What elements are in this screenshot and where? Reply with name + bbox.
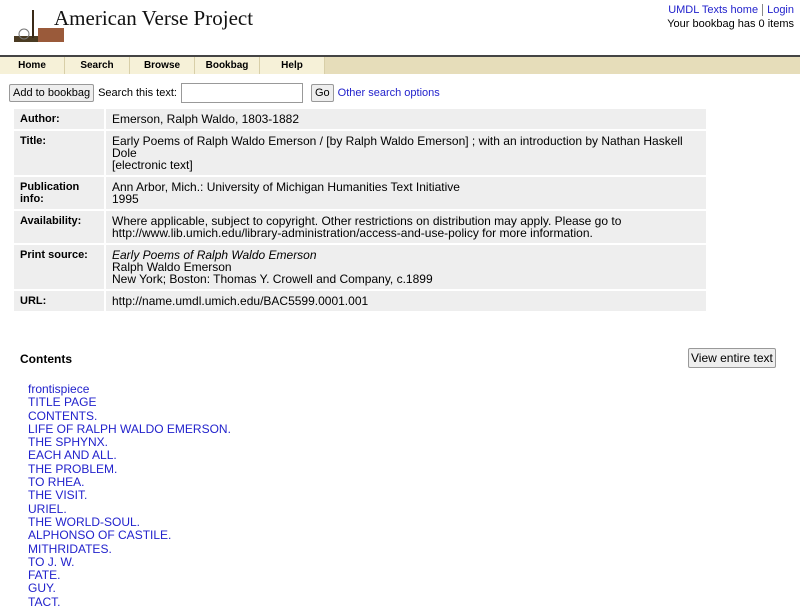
metadata-line: New York; Boston: Thomas Y. Crowell and Company, c.1899 xyxy=(112,272,433,286)
metadata-row xyxy=(14,109,706,129)
metadata-row xyxy=(14,177,706,209)
contents-link[interactable]: GUY. xyxy=(28,581,56,596)
metadata-label: Title: xyxy=(14,131,106,175)
bookbag-status: Your bookbag has 0 items xyxy=(667,18,794,30)
metadata-label: URL: xyxy=(14,291,106,311)
metadata-label: Publication info: xyxy=(14,177,106,209)
metadata-value xyxy=(106,291,706,311)
site-title: American Verse Project xyxy=(54,6,254,30)
search-input[interactable] xyxy=(181,83,303,103)
umdl-home-link[interactable]: UMDL Texts home xyxy=(668,4,759,16)
main-nav xyxy=(0,57,800,74)
top-links xyxy=(667,3,794,31)
metadata-row xyxy=(14,211,706,243)
metadata-line: http://name.umdl.umich.edu/BAC5599.0001.001 xyxy=(112,294,369,308)
metadata-line: Early Poems of Ralph Waldo Emerson xyxy=(112,248,317,262)
nav-home[interactable]: Home xyxy=(0,57,65,74)
metadata-line: [electronic text] xyxy=(112,158,193,172)
go-button[interactable]: Go xyxy=(311,84,334,102)
contents-link[interactable]: frontispiece xyxy=(28,382,90,396)
toolbar xyxy=(9,83,440,103)
view-entire-text-button[interactable]: View entire text xyxy=(688,348,776,368)
metadata-line: Where applicable, subject to copyright. Other restrictions on distribution may apply. Please go to xyxy=(112,214,622,228)
contents-link[interactable]: TACT. xyxy=(28,594,61,609)
contents-link[interactable]: URIEL. xyxy=(28,501,67,516)
contents-link[interactable]: CONTENTS. xyxy=(28,408,98,423)
metadata-line: 1995 xyxy=(112,192,139,206)
metadata-value xyxy=(106,131,706,175)
metadata-line: Early Poems of Ralph Waldo Emerson / [by Ralph Waldo Emerson] ; with an introduction by Nathan Haskell Dole xyxy=(112,134,683,160)
contents-list xyxy=(28,383,231,609)
nav-bookbag[interactable]: Bookbag xyxy=(195,57,260,74)
metadata-label: Print source: xyxy=(14,245,106,289)
metadata-label: Author: xyxy=(14,109,106,129)
metadata-row xyxy=(14,131,706,175)
metadata-row xyxy=(14,245,706,289)
contents-link[interactable]: ALPHONSO OF CASTILE. xyxy=(28,528,172,543)
other-search-options-link[interactable]: Other search options xyxy=(337,87,440,99)
metadata-line: Ann Arbor, Mich.: University of Michigan Humanities Text Initiative xyxy=(112,180,460,194)
metadata-value xyxy=(106,177,706,209)
metadata-line: http://www.lib.umich.edu/library-administration/access-and-use-policy for more information. xyxy=(112,226,593,240)
contents-link[interactable]: FATE. xyxy=(28,568,61,583)
nav-help[interactable]: Help xyxy=(260,57,325,74)
search-label: Search this text: xyxy=(98,87,177,99)
metadata-line: Emerson, Ralph Waldo, 1803-1882 xyxy=(112,112,299,126)
contents-link[interactable]: TO RHEA. xyxy=(28,475,85,490)
login-link[interactable]: Login xyxy=(767,4,794,16)
metadata-row xyxy=(14,291,706,311)
nav-browse[interactable]: Browse xyxy=(130,57,195,74)
contents-link[interactable]: LIFE OF RALPH WALDO EMERSON. xyxy=(28,421,231,436)
separator xyxy=(762,4,763,16)
contents-link[interactable]: THE VISIT. xyxy=(28,488,88,503)
metadata-value xyxy=(106,211,706,243)
contents-link[interactable]: EACH AND ALL. xyxy=(28,448,117,463)
metadata-value xyxy=(106,245,706,289)
contents-link[interactable]: MITHRIDATES. xyxy=(28,541,112,556)
contents-link[interactable]: THE PROBLEM. xyxy=(28,461,118,476)
add-to-bookbag-button[interactable]: Add to bookbag xyxy=(9,84,94,102)
nav-search[interactable]: Search xyxy=(65,57,130,74)
contents-link[interactable]: THE SPHYNX. xyxy=(28,435,109,450)
contents-link[interactable]: TO J. W. xyxy=(28,554,75,569)
contents-link[interactable]: THE WORLD-SOUL. xyxy=(28,514,141,529)
metadata-value xyxy=(106,109,706,129)
metadata-line: Ralph Waldo Emerson xyxy=(112,260,232,274)
contents-link[interactable]: TITLE PAGE xyxy=(28,395,97,410)
metadata-label: Availability: xyxy=(14,211,106,243)
metadata-table xyxy=(14,107,706,313)
contents-heading: Contents xyxy=(20,352,72,366)
